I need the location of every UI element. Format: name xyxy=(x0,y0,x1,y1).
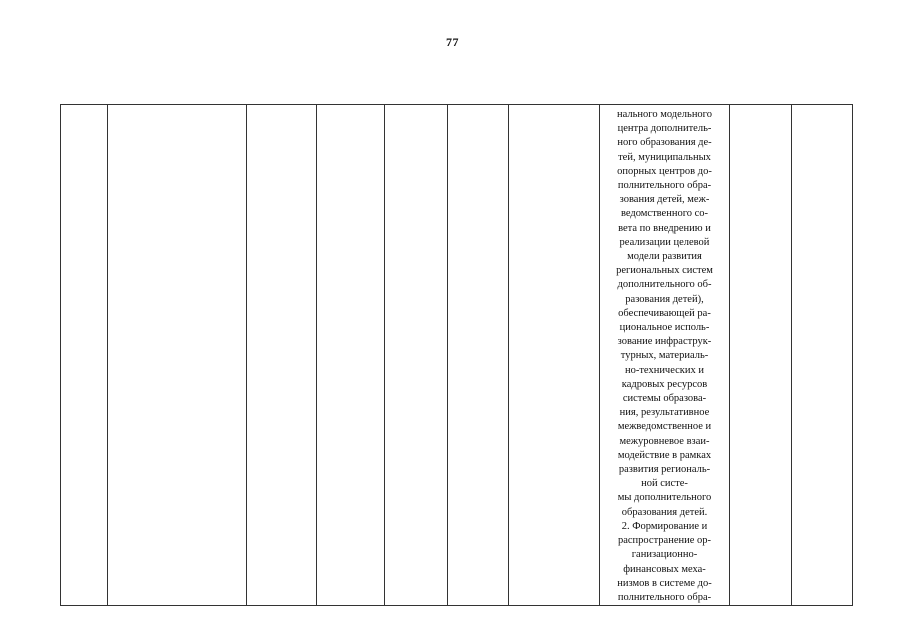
table-cell-7 xyxy=(509,105,600,606)
table-cell-5 xyxy=(385,105,448,606)
table-cell-10 xyxy=(792,105,853,606)
table-row xyxy=(61,105,853,606)
text-line: зование инфраструк- xyxy=(617,336,712,348)
text-line: мы дополнительного xyxy=(617,492,712,504)
text-line: ганизационно- xyxy=(631,549,698,561)
text-line: реализации целевой xyxy=(619,236,710,248)
text-line: кадровых ресурсов xyxy=(621,378,708,390)
table-cell-1 xyxy=(61,105,108,606)
table-cell-2 xyxy=(108,105,247,606)
text-line: модействие в рамках xyxy=(617,449,712,461)
table-cell-9 xyxy=(730,105,792,606)
text-line: 2. Формирование и xyxy=(621,520,708,532)
text-line: распространение ор- xyxy=(617,535,712,547)
page-number: 77 xyxy=(446,35,459,49)
document-table xyxy=(60,104,853,606)
text-line: тей, муниципальных xyxy=(618,151,711,163)
text-line: обеспечивающей ра- xyxy=(618,307,711,319)
text-line: ной систе- xyxy=(641,478,688,490)
text-line: турных, материаль- xyxy=(620,350,709,362)
text-line: нального модельного xyxy=(617,109,712,120)
text-line: ного образования де- xyxy=(617,137,712,149)
text-line: низмов в системе до- xyxy=(617,577,712,589)
text-line: полнительного обра- xyxy=(617,591,712,603)
text-line: образования детей. xyxy=(621,506,708,518)
text-line: региональных систем xyxy=(616,265,713,277)
text-line: циональное исполь- xyxy=(619,322,710,334)
text-line: межуровневое взаи- xyxy=(619,435,710,447)
table-cell-description xyxy=(600,105,730,606)
text-line: межведомственное и xyxy=(617,421,712,433)
text-line: системы образова- xyxy=(622,393,707,405)
text-line: модели развития xyxy=(627,251,702,263)
text-line: вета по внедрению и xyxy=(618,222,711,234)
text-line: зования детей, меж- xyxy=(619,194,710,206)
text-line: развития региональ- xyxy=(618,464,711,476)
text-line: опорных центров до- xyxy=(617,165,712,177)
table-cell-6 xyxy=(448,105,509,606)
text-line: ведомственного со- xyxy=(620,208,709,220)
text-line: центра дополнитель- xyxy=(617,123,712,135)
table-cell-4 xyxy=(317,105,385,606)
table-cell-3 xyxy=(247,105,317,606)
text-line: ния, результативное xyxy=(619,407,710,419)
text-line: дополнительного об- xyxy=(617,279,712,291)
text-line: разования детей), xyxy=(625,293,704,305)
text-line: финансовых меха- xyxy=(623,563,706,575)
text-line: но-технических и xyxy=(624,364,705,376)
text-line: полнительного обра- xyxy=(617,180,712,192)
